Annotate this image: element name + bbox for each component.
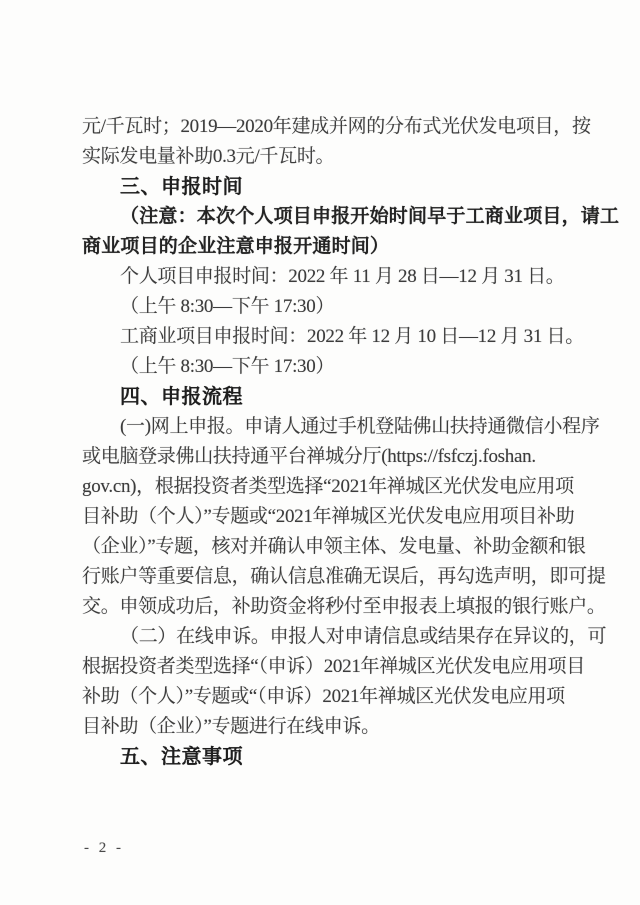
section-heading-notes: 五、注意事项 — [120, 746, 243, 768]
online-appeal-line: 补助（个人）”专题或“（申诉）2021年禅城区光伏发电应用项 — [82, 686, 565, 707]
online-application-line: (一)网上申报。申请人通过手机登陆佛山扶持通微信小程序 — [120, 416, 600, 437]
notice-line: （注意：本次个人项目申报开始时间早于工商业项目，请工 — [120, 206, 620, 227]
business-project-deadline-line: 工商业项目申报时间：2022 年 12 月 10 日—12 月 31 日。 — [120, 326, 584, 347]
online-application-line: 交。申领成功后，补助资金将秒付至申报表上填报的银行账户。 — [82, 596, 606, 617]
online-application-line: 目补助（个人）”专题或“2021年禅城区光伏发电应用项目补助 — [82, 506, 575, 527]
business-project-hours-line: （上午 8:30—下午 17:30） — [120, 356, 335, 377]
body-line: 元/千瓦时；2019—2020年建成并网的分布式光伏发电项目，按 — [82, 116, 591, 137]
notice-line: 商业项目的企业注意申报开通时间） — [82, 236, 390, 257]
section-heading-application-time: 三、申报时间 — [120, 176, 243, 198]
personal-project-deadline-line: 个人项目申报时间：2022 年 11 月 28 日—12 月 31 日。 — [120, 266, 565, 287]
body-line: 实际发电量补助0.3元/千瓦时。 — [82, 146, 335, 167]
online-application-line: 或电脑登录佛山扶持通平台禅城分厅(https://fsfczj.foshan. — [82, 446, 536, 467]
online-application-line: gov.cn)，根据投资者类型选择“2021年禅城区光伏发电应用项 — [82, 476, 574, 497]
section-heading-application-process: 四、申报流程 — [120, 386, 243, 408]
online-appeal-line: 目补助（企业）”专题进行在线申诉。 — [82, 716, 380, 737]
page-number: - 2 - — [84, 840, 124, 856]
online-appeal-line: （二）在线申诉。申报人对申请信息或结果存在异议的，可 — [120, 626, 607, 647]
document-body — [82, 112, 620, 772]
online-application-line: 行账户等重要信息，确认信息准确无误后，再勾选声明，即可提 — [82, 566, 606, 587]
online-application-line: （企业）”专题，核对并确认申领主体、发电量、补助金额和银 — [82, 536, 586, 557]
personal-project-hours-line: （上午 8:30—下午 17:30） — [120, 296, 335, 317]
online-appeal-line: 根据投资者类型选择“（申诉）2021年禅城区光伏发电应用项目 — [82, 656, 585, 677]
